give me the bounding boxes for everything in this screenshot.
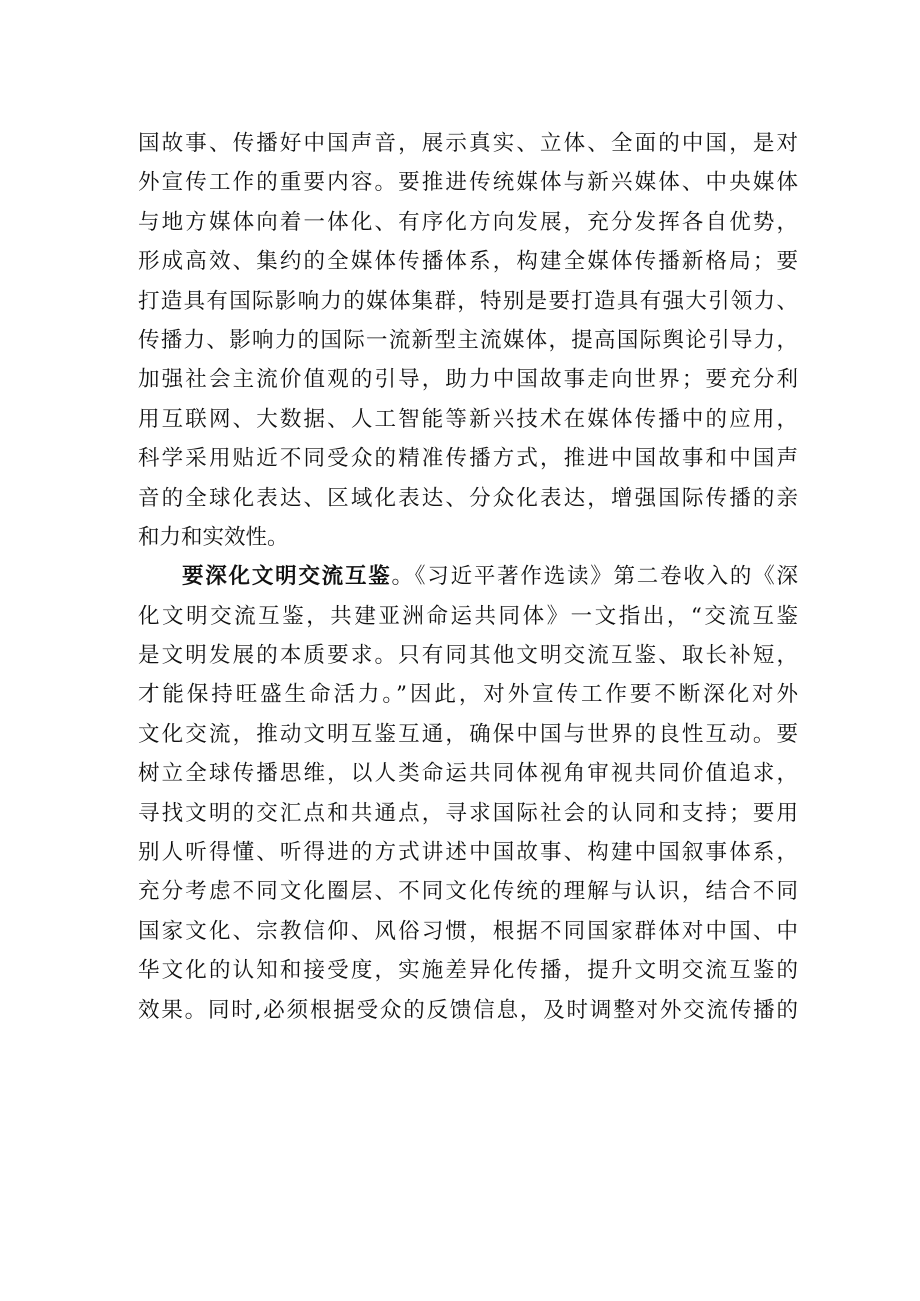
text-line: 打造具有国际影响力的媒体集群，特别是要打造具有强大引领力、 <box>138 288 798 314</box>
text-line: 效果。同时,必须根据受众的反馈信息，及时调整对外交流传播的 <box>138 997 798 1023</box>
text-line: 华文化的认知和接受度，实施差异化传播，提升文明交流互鉴的 <box>138 958 798 984</box>
text-line: 才能保持旺盛生命活力。”因此，对外宣传工作要不断深化对外 <box>138 682 798 708</box>
text-line: 与地方媒体向着一体化、有序化方向发展，充分发挥各自优势， <box>138 209 798 235</box>
text-line: 别人听得懂、听得进的方式讲述中国故事、构建中国叙事体系， <box>138 840 798 866</box>
text-line: 和力和实效性。 <box>138 524 289 550</box>
text-line: 音的全球化表达、区域化表达、分众化表达，增强国际传播的亲 <box>138 485 798 511</box>
text-run: 。《习近平著作选读》第二卷收入的《深 <box>391 564 798 590</box>
text-line: 外宣传工作的重要内容。要推进传统媒体与新兴媒体、中央媒体 <box>138 170 798 196</box>
text-line: 树立全球传播思维，以人类命运共同体视角审视共同价值追求， <box>138 761 798 787</box>
section-heading: 要深化文明交流互鉴 <box>182 564 392 590</box>
text-line: 国家文化、宗教信仰、风俗习惯，根据不同国家群体对中国、中 <box>138 918 798 944</box>
text-line: 化文明交流互鉴，共建亚洲命运共同体》一文指出，“交流互鉴 <box>138 603 798 629</box>
paragraph-1 <box>138 124 798 557</box>
text-line: 用互联网、大数据、人工智能等新兴技术在媒体传播中的应用， <box>138 406 798 432</box>
text-line: 充分考虑不同文化圈层、不同文化传统的理解与认识，结合不同 <box>138 879 798 905</box>
text-line: 传播力、影响力的国际一流新型主流媒体，提高国际舆论引导力， <box>138 327 798 353</box>
text-line: 寻找文明的交汇点和共通点，寻求国际社会的认同和支持；要用 <box>138 800 798 826</box>
text-line: 文化交流，推动文明互鉴互通，确保中国与世界的良性互动。要 <box>138 721 798 747</box>
text-line: 加强社会主流价值观的引导，助力中国故事走向世界；要充分利 <box>138 367 798 393</box>
text-line: 是文明发展的本质要求。只有同其他文明交流互鉴、取长补短， <box>138 643 798 669</box>
paragraph-2 <box>138 557 798 1030</box>
paragraph-2-first-line <box>138 557 798 596</box>
body-text <box>138 124 798 1030</box>
text-line: 国故事、传播好中国声音，展示真实、立体、全面的中国，是对 <box>138 131 798 156</box>
text-line: 形成高效、集约的全媒体传播体系，构建全媒体传播新格局；要 <box>138 249 798 275</box>
text-line: 科学采用贴近不同受众的精准传播方式，推进中国故事和中国声 <box>138 446 798 472</box>
